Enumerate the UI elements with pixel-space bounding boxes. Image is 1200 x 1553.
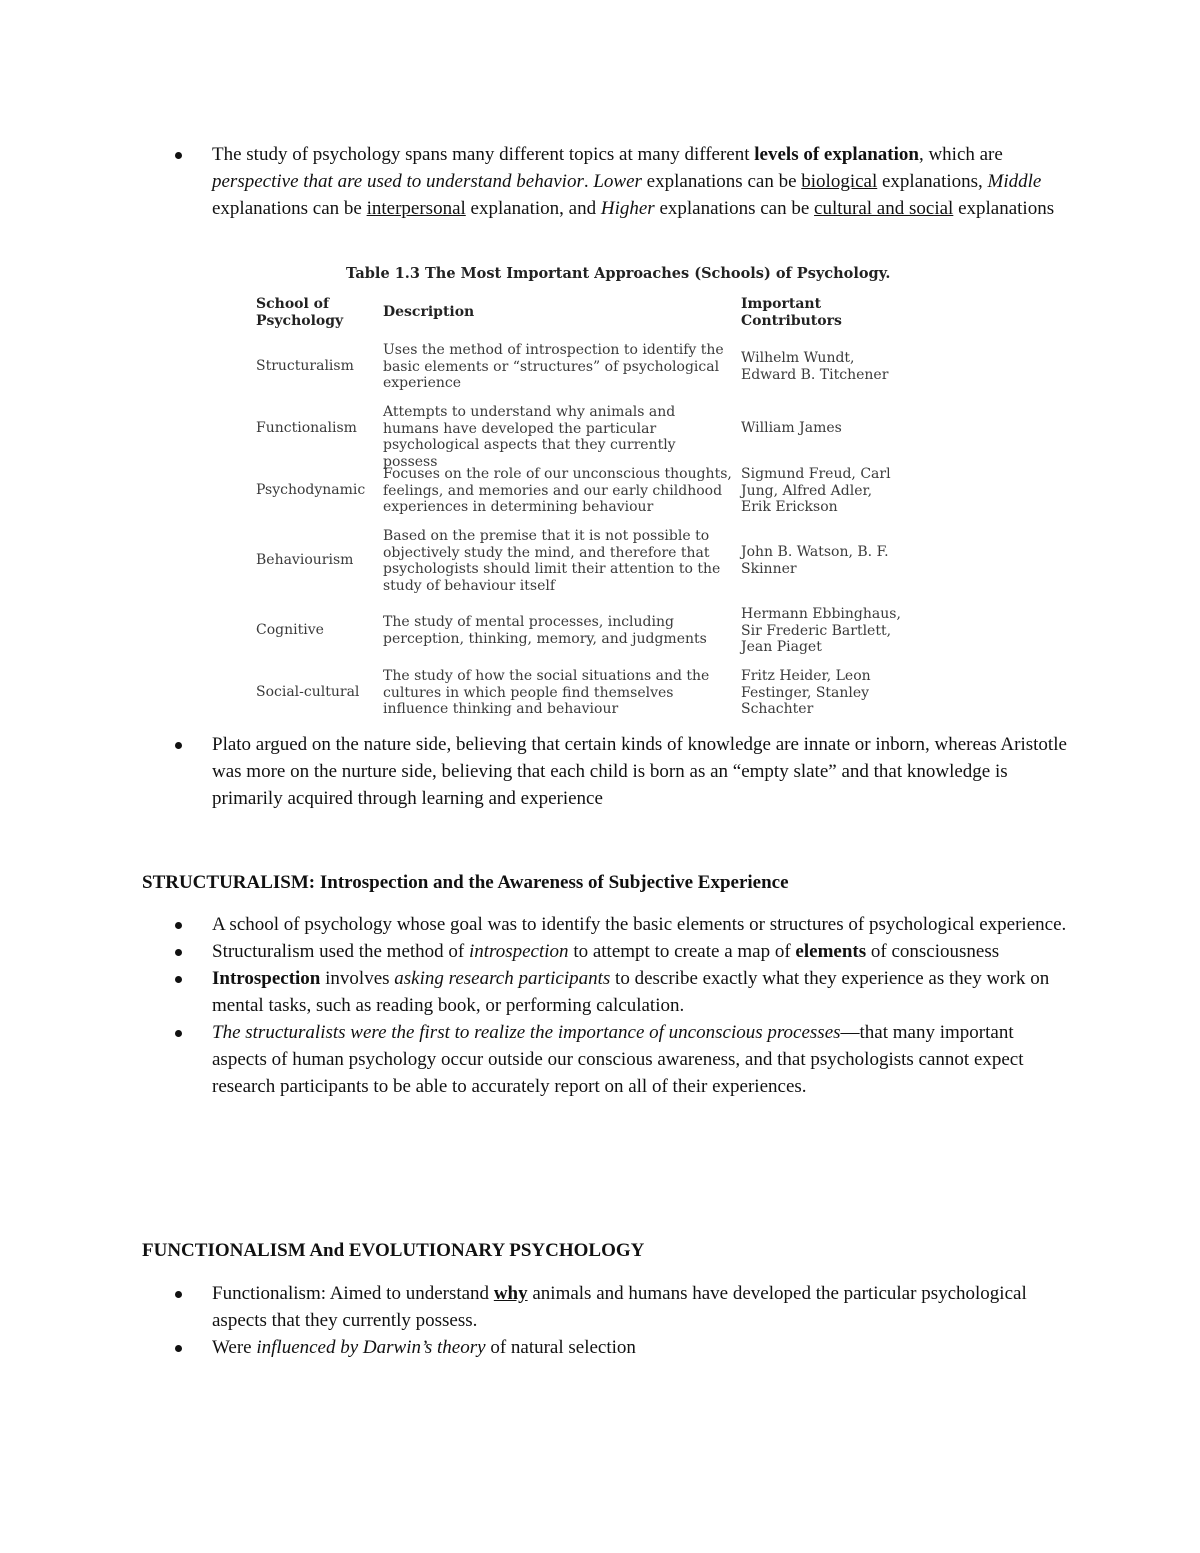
header-description: Description: [383, 304, 475, 320]
intro-bullet-list: [170, 141, 1070, 222]
section-heading-functionalism: FUNCTIONALISM And EVOLUTIONARY PSYCHOLOGY: [142, 1240, 645, 1261]
bullet-icon: [175, 922, 182, 929]
header-school: School of Psychology: [256, 296, 344, 329]
table-cell-school: Cognitive: [256, 622, 324, 638]
table-cell-contributors: Hermann Ebbinghaus, Sir Frederic Bartlett, Jean Piaget: [741, 606, 901, 655]
header-contributors: Important Contributors: [741, 296, 842, 329]
table-cell-description: Based on the premise that it is not possible to objectively study the mind, and therefore that psychologists should limit their attention to the study of behaviour itself: [383, 528, 721, 594]
bullet-icon: [175, 949, 182, 956]
list-item: Introspection involves asking research participants to describe exactly what they experience as they work on mental tasks, such as reading book, or performing calculation.: [170, 965, 1070, 1019]
bullet-icon: [175, 1291, 182, 1298]
list-item: The structuralists were the first to realize the importance of unconscious processes—that many important aspects of human psychology occur outside our conscious awareness, and that psychologists cannot expect research participants to be able to accurately report on all of their experiences.: [170, 1019, 1070, 1100]
table-cell-school: Social-cultural: [256, 684, 360, 700]
table-cell-school: Structuralism: [256, 358, 354, 374]
list-item: Were influenced by Darwin’s theory of natural selection: [170, 1334, 1070, 1361]
intro-bullet-list-2: [170, 731, 1070, 812]
list-item: Plato argued on the nature side, believing that certain kinds of knowledge are innate or inborn, whereas Aristotle was more on the nurture side, believing that each child is born as an “empty slate” and that knowledge is primarily acquired through learning and experience: [170, 731, 1070, 812]
table-cell-description: Attempts to understand why animals and humans have developed the particular psychological aspects that they currently possess: [383, 404, 676, 470]
table-cell-contributors: Fritz Heider, Leon Festinger, Stanley Schachter: [741, 668, 871, 717]
list-item: The study of psychology spans many different topics at many different levels of explanation, which are perspective that are used to understand behavior. Lower explanations can be biological explanations, Middle explanations can be interpersonal explanation, and Higher explanations can be cultural and social explanations: [170, 141, 1070, 222]
list-item: Structuralism used the method of introspection to attempt to create a map of elements of consciousness: [170, 938, 1070, 965]
table-cell-description: The study of how the social situations and the cultures in which people find themselves influence thinking and behaviour: [383, 668, 710, 717]
bullet-icon: [175, 1345, 182, 1352]
table-cell-contributors: William James: [741, 420, 842, 436]
table-cell-school: Behaviourism: [256, 552, 354, 568]
section-heading-structuralism: STRUCTURALISM: Introspection and the Awareness of Subjective Experience: [142, 872, 789, 893]
table-cell-description: The study of mental processes, including perception, thinking, memory, and judgments: [383, 614, 707, 647]
bullet-icon: [175, 976, 182, 983]
bullet-icon: [175, 742, 182, 749]
table-cell-description: Focuses on the role of our unconscious thoughts, feelings, and memories and our early childhood experiences in determining behaviour: [383, 466, 732, 515]
structuralism-bullet-list: [170, 911, 1070, 1100]
list-item: A school of psychology whose goal was to identify the basic elements or structures of psychological experience.: [170, 911, 1070, 938]
functionalism-bullet-list: [170, 1280, 1070, 1361]
table-cell-school: Psychodynamic: [256, 482, 366, 498]
table-cell-contributors: Sigmund Freud, Carl Jung, Alfred Adler, Erik Erickson: [741, 466, 891, 515]
list-item: Functionalism: Aimed to understand why animals and humans have developed the particular psychological aspects that they currently possess.: [170, 1280, 1070, 1334]
psychology-schools-table: [250, 262, 950, 717]
table-cell-contributors: Wilhelm Wundt, Edward B. Titchener: [741, 350, 889, 383]
bullet-icon: [175, 1030, 182, 1037]
table-title: Table 1.3 The Most Important Approaches (Schools) of Psychology.: [346, 265, 891, 282]
table-cell-school: Functionalism: [256, 420, 357, 436]
table-cell-contributors: John B. Watson, B. F. Skinner: [741, 544, 889, 577]
table-cell-description: Uses the method of introspection to identify the basic elements or “structures” of psychological experience: [383, 342, 724, 391]
bullet-icon: [175, 152, 182, 159]
